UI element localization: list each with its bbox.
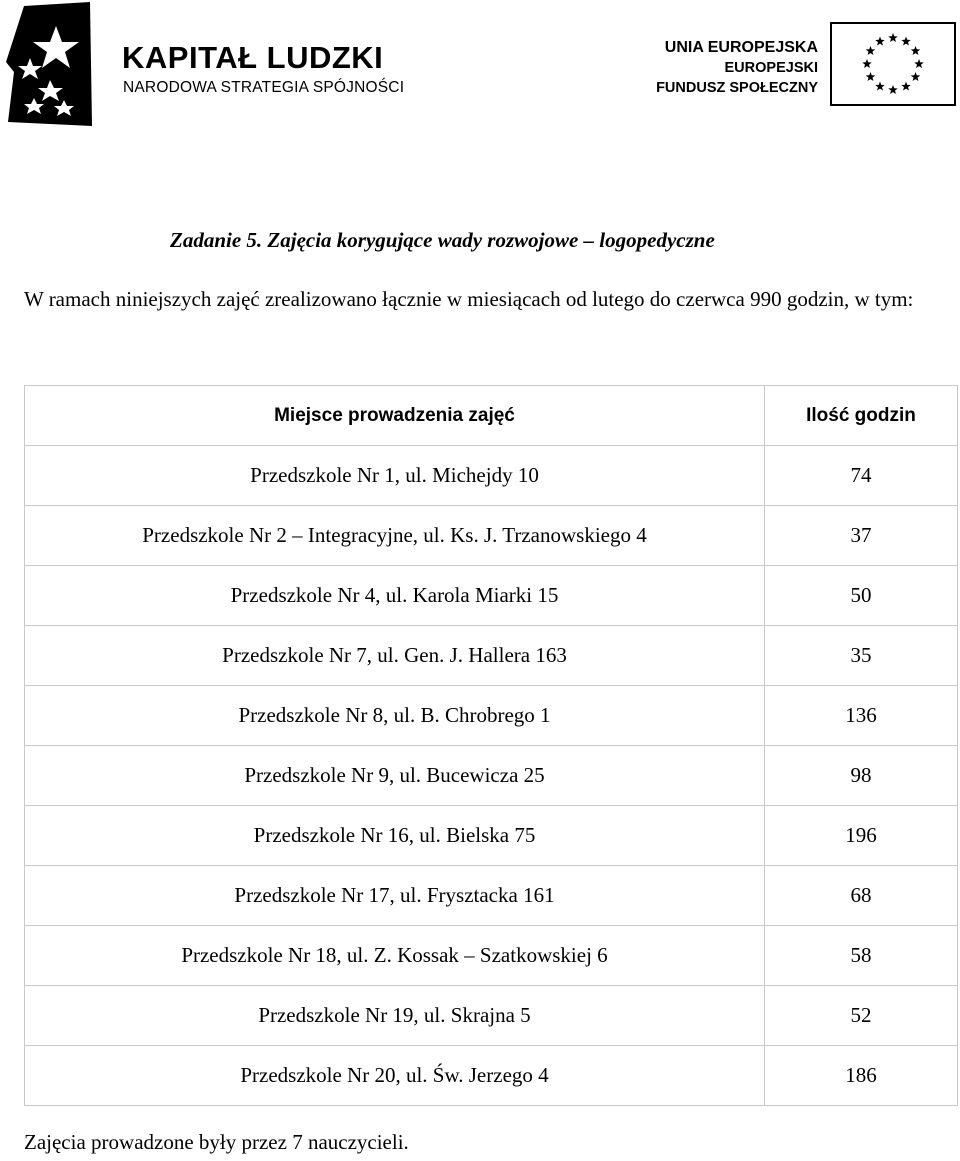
table-row <box>25 806 958 866</box>
table-row <box>25 566 958 626</box>
eu-logo-line1: UNIA EUROPEJSKA <box>664 39 818 56</box>
place-cell: Przedszkole Nr 19, ul. Skrajna 5 <box>25 986 765 1046</box>
place-cell: Przedszkole Nr 18, ul. Z. Kossak – Szatkowskiej 6 <box>25 926 765 986</box>
place-cell: Przedszkole Nr 1, ul. Michejdy 10 <box>25 446 765 506</box>
place-cell: Przedszkole Nr 20, ul. Św. Jerzego 4 <box>25 1046 765 1106</box>
footer-note: Zajęcia prowadzone były przez 7 nauczycieli. <box>24 1130 409 1154</box>
place-cell: Przedszkole Nr 2 – Integracyjne, ul. Ks. J. Trzanowskiego 4 <box>25 506 765 566</box>
hours-cell: 136 <box>765 686 958 746</box>
hours-cell: 68 <box>765 866 958 926</box>
hours-cell: 52 <box>765 986 958 1046</box>
kapital-ludzki-logo-icon <box>4 2 94 126</box>
eu-logo-text <box>656 38 818 98</box>
hours-table <box>24 385 958 1106</box>
table-row <box>25 686 958 746</box>
hours-cell: 35 <box>765 626 958 686</box>
place-cell: Przedszkole Nr 8, ul. B. Chrobrego 1 <box>25 686 765 746</box>
table-row <box>25 446 958 506</box>
eu-logo-line3: FUNDUSZ SPOŁECZNY <box>656 80 818 96</box>
kapital-ludzki-title: KAPITAŁ LUDZKI <box>122 40 384 75</box>
place-cell: Przedszkole Nr 16, ul. Bielska 75 <box>25 806 765 866</box>
table-row <box>25 506 958 566</box>
place-cell: Przedszkole Nr 4, ul. Karola Miarki 15 <box>25 566 765 626</box>
hours-cell: 98 <box>765 746 958 806</box>
header-place: Miejsce prowadzenia zajęć <box>25 386 765 446</box>
table-row <box>25 866 958 926</box>
eu-flag-stars-icon <box>830 22 956 106</box>
table-row <box>25 626 958 686</box>
task-intro: W ramach niniejszych zajęć zrealizowano łącznie w miesiącach od lutego do czerwca 990 godzin, w tym: <box>24 287 914 311</box>
hours-cell: 186 <box>765 1046 958 1106</box>
header-hours: Ilość godzin <box>765 386 958 446</box>
table-row <box>25 986 958 1046</box>
task-title: Zadanie 5. Zajęcia korygujące wady rozwojowe – logopedyczne <box>170 228 715 252</box>
table-row <box>25 1046 958 1106</box>
place-cell: Przedszkole Nr 17, ul. Frysztacka 161 <box>25 866 765 926</box>
eu-logo-line2: EUROPEJSKI <box>724 60 818 76</box>
table-row <box>25 746 958 806</box>
hours-cell: 37 <box>765 506 958 566</box>
hours-cell: 196 <box>765 806 958 866</box>
hours-cell: 74 <box>765 446 958 506</box>
hours-cell: 58 <box>765 926 958 986</box>
table-row <box>25 926 958 986</box>
place-cell: Przedszkole Nr 9, ul. Bucewicza 25 <box>25 746 765 806</box>
hours-cell: 50 <box>765 566 958 626</box>
table-header-row <box>25 386 958 446</box>
place-cell: Przedszkole Nr 7, ul. Gen. J. Hallera 163 <box>25 626 765 686</box>
kapital-ludzki-subtitle: NARODOWA STRATEGIA SPÓJNOŚCI <box>123 79 405 96</box>
